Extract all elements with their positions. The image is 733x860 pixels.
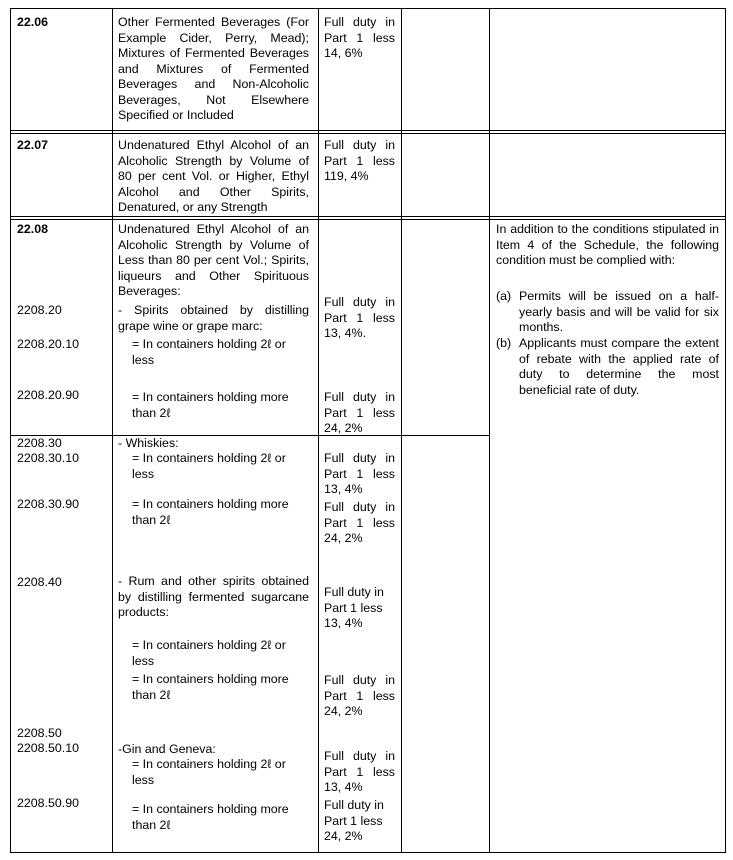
table-border-right — [725, 8, 726, 853]
code-2208: 22.08 — [17, 222, 49, 236]
duty-22085010: Full duty in Part 1 less 13, 4% — [324, 749, 395, 794]
code-2206: 22.06 — [17, 15, 49, 29]
description-22085090: = In containers holding more than 2ℓ — [132, 802, 289, 832]
description-22083010: = In containers holding 2ℓ or less — [132, 451, 286, 481]
code-220820: 2208.20 — [17, 303, 62, 317]
duty-22083010: Full duty in Part 1 less 13, 4% — [324, 451, 395, 496]
code-22082090: 2208.20.90 — [17, 388, 80, 402]
description-22085010: = In containers holding 2ℓ or less — [132, 757, 286, 787]
table-border-left — [10, 8, 11, 853]
column-divider-3 — [401, 8, 402, 853]
code-22082010: 2208.20.10 — [17, 337, 80, 351]
code-220840: 2208.40 — [17, 575, 62, 589]
column-divider-1 — [112, 8, 113, 853]
duty-220840: Full duty in Part 1 less 13, 4% — [324, 585, 384, 630]
description-22083090: = In containers holding more than 2ℓ — [132, 497, 289, 527]
column-divider-2 — [318, 8, 319, 853]
condition-a-text: Permits will be issued on a half-yearly basis and will be valid for six months. — [519, 289, 719, 334]
row-divider-2206 — [10, 130, 725, 131]
duty-2206: Full duty in Part 1 less 14, 6% — [324, 15, 395, 60]
duty-22085090: Full duty in Part 1 less 24, 2% — [324, 798, 384, 843]
duty-22083090: Full duty in Part 1 less 24, 2% — [324, 500, 395, 545]
code-220850: 2208.50 — [17, 726, 62, 740]
description-220840a: = In containers holding 2ℓ or less — [132, 638, 286, 668]
condition-b-text: Applicants must compare the extent of rebate with the applied rate of duty to determine the most beneficial rate of duty. — [519, 336, 719, 397]
description-22082090: = In containers holding more than 2ℓ — [132, 390, 289, 420]
code-2207: 22.07 — [17, 138, 49, 152]
duty-220840b: Full duty in Part 1 less 24, 2% — [324, 673, 395, 718]
condition-b-label: (b) — [496, 336, 512, 350]
description-2207: Undenatured Ethyl Alcohol of an Alcoholic Strength by Volume of 80 per cent Vol. or Higher, Ethyl Alcohol and Other Spirits, Denatured, or any Strength — [118, 138, 309, 214]
condition-a — [496, 289, 719, 337]
duty-22082090: Full duty in Part 1 less 24, 2% — [324, 390, 395, 435]
duty-220820: Full duty in Part 1 less 13, 4%. — [324, 295, 395, 340]
condition-a-label: (a) — [496, 289, 512, 303]
description-220830: - Whiskies: — [118, 436, 179, 450]
table-border-top — [10, 8, 725, 9]
conditions-intro: In addition to the conditions stipulated in Item 4 of the Schedule, the following condition must be complied with: — [496, 222, 719, 267]
duty-2207: Full duty in Part 1 less 119, 4% — [324, 138, 395, 183]
row-divider-2207 — [10, 216, 725, 217]
description-220840: - Rum and other spirits obtained by distilling fermented sugarcane products: — [118, 574, 309, 619]
table-border-bottom — [10, 852, 725, 853]
description-220820: - Spirits obtained by distilling grape wine or grape marc: — [118, 303, 309, 333]
code-22083090: 2208.30.90 — [17, 497, 80, 511]
description-2206: Other Fermented Beverages (For Example Cider, Perry, Mead); Mixtures of Fermented Beverages and Mixtures of Fermented Beverages and Non-Alcoholic Beverages, Not Elsewhere Specified or Included — [118, 15, 309, 122]
row-divider-2206b — [10, 133, 725, 134]
column-divider-4 — [489, 8, 490, 853]
code-22083010: 2208.30.10 — [17, 451, 80, 465]
code-22085090: 2208.50.90 — [17, 796, 80, 810]
description-220850: -Gin and Geneva: — [118, 742, 216, 756]
description-220840b: = In containers holding more than 2ℓ — [132, 672, 289, 702]
condition-b — [496, 336, 719, 400]
row-divider-2207b — [10, 219, 725, 220]
code-220830: 2208.30 — [17, 436, 62, 450]
description-2208: Undenatured Ethyl Alcohol of an Alcoholic Strength by Volume of Less than 80 per cent Vol.; Spirits, liqueurs and Other Spirituous Beverages: — [118, 222, 309, 298]
description-22082010: = In containers holding 2ℓ or less — [132, 337, 286, 367]
code-22085010: 2208.50.10 — [17, 741, 80, 755]
